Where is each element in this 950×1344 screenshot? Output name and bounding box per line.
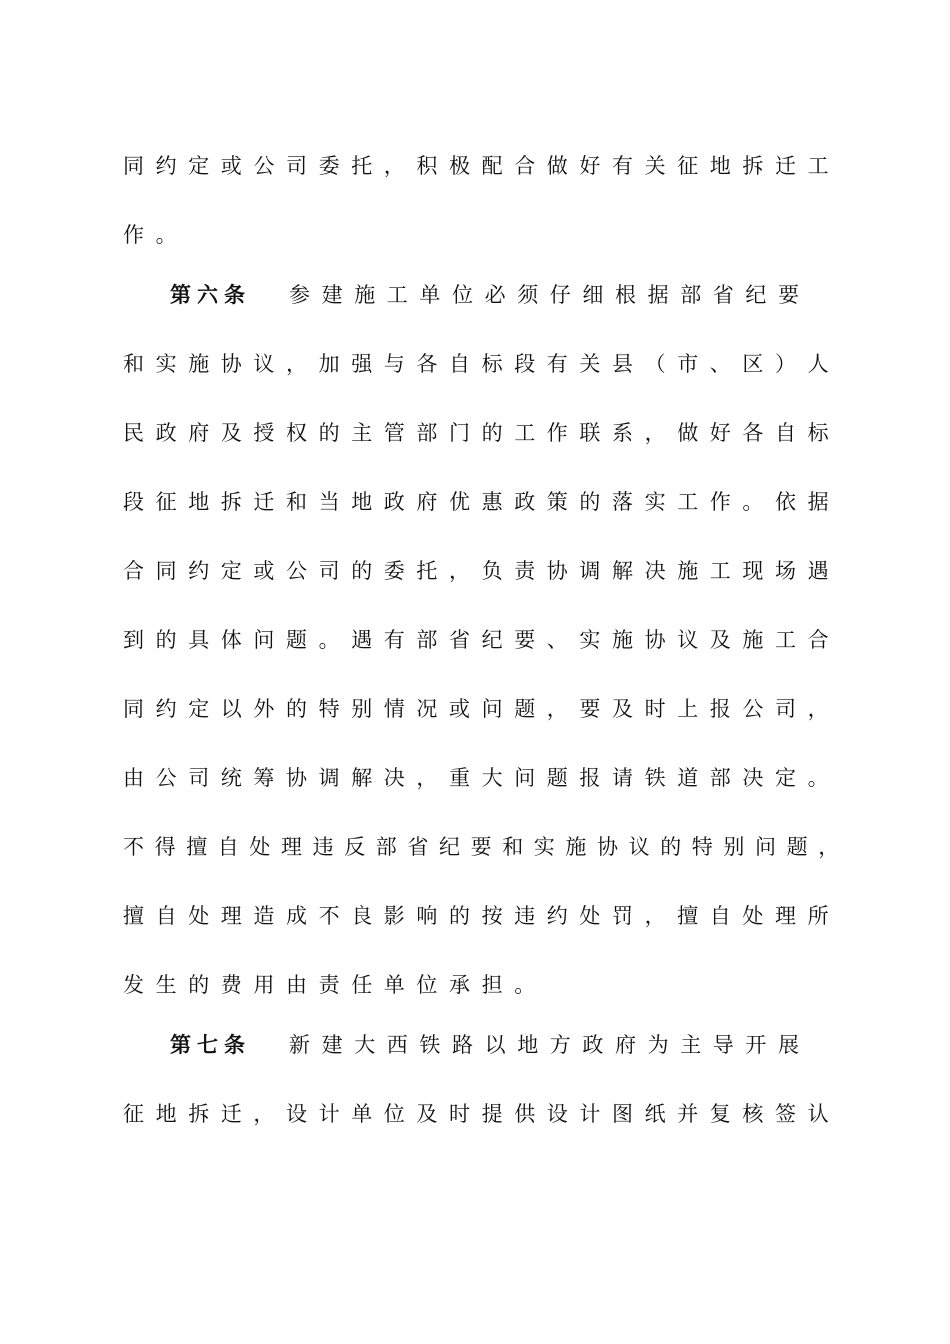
article-heading: 第七条: [170, 1032, 251, 1057]
text-line: 发生的费用由责任单位承担。: [123, 973, 547, 997]
article-heading: 第六条: [170, 282, 251, 307]
text-line: 同约定或公司委托，积极配合做好有关征地拆迁工: [123, 154, 841, 178]
text-line: 不得擅自处理违反部省纪要和实施协议的特别问题，: [123, 835, 850, 859]
text-line: 作。: [123, 223, 189, 247]
article-six-paragraph: [170, 283, 811, 307]
text-line: 到的具体问题。遇有部省纪要、实施协议及施工合: [123, 628, 841, 652]
text-line: 征地拆迁，设计单位及时提供设计图纸并复核签认: [123, 1102, 841, 1126]
text-line: 同约定以外的特别情况或问题，要及时上报公司，: [123, 697, 841, 721]
text-line: 由公司统筹协调解决，重大问题报请铁道部决定。: [123, 766, 841, 790]
article-seven-paragraph: [170, 1033, 811, 1057]
text-line: 段征地拆迁和当地政府优惠政策的落实工作。依据: [123, 490, 841, 514]
text-line: 合同约定或公司的委托，负责协调解决施工现场遇: [123, 559, 841, 583]
text-line: 擅自处理造成不良影响的按违约处罚，擅自处理所: [123, 904, 841, 928]
text-line: 民政府及授权的主管部门的工作联系，做好各自标: [123, 421, 841, 445]
text-line: 和实施协议，加强与各自标段有关县（市、区）人: [123, 352, 841, 376]
text-line: 新建大西铁路以地方政府为主导开展: [289, 1033, 811, 1057]
text-line: 参建施工单位必须仔细根据部省纪要: [289, 283, 811, 307]
